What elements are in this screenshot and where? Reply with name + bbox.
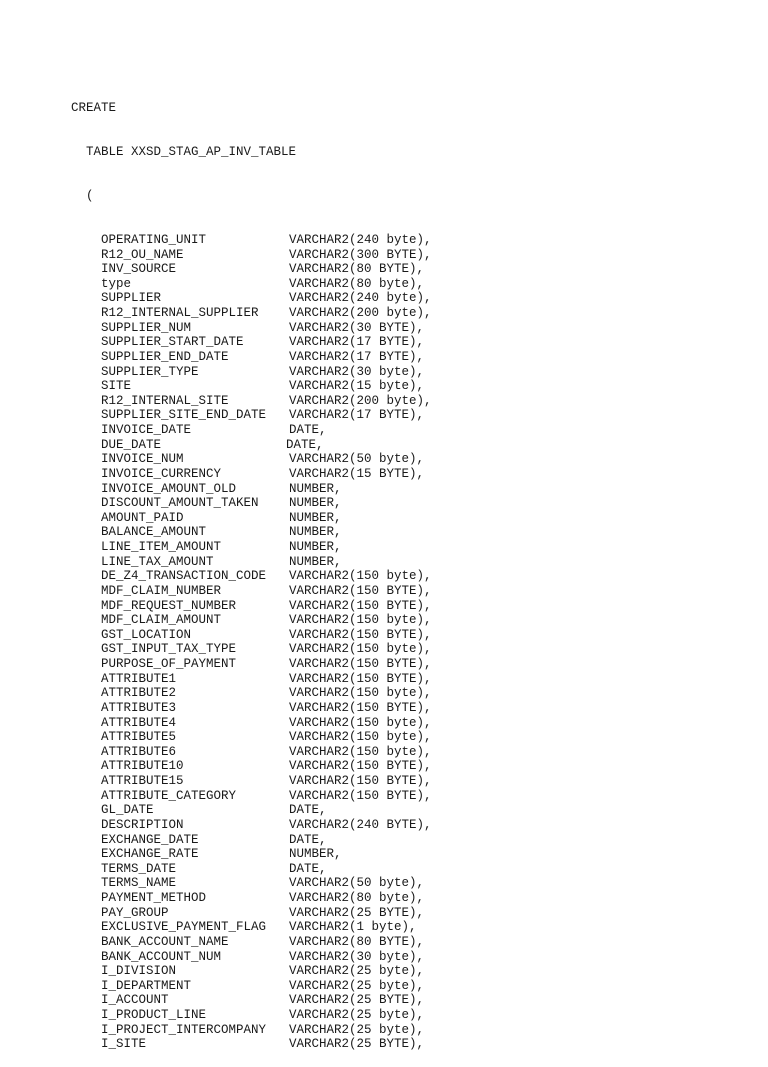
column-type: VARCHAR2(150 BYTE),: [289, 598, 432, 613]
column-row: [71, 365, 432, 380]
column-type: VARCHAR2(17 BYTE),: [289, 335, 425, 350]
column-row: [71, 291, 432, 306]
column-name: LINE_ITEM_AMOUNT: [101, 540, 222, 554]
column-type: DATE,: [289, 423, 327, 437]
column-row: [71, 672, 432, 687]
column-type: VARCHAR2(150 byte),: [289, 613, 432, 628]
column-row: [71, 321, 432, 336]
column-row: [71, 789, 432, 804]
column-name: SUPPLIER_SITE_END_DATE: [101, 408, 267, 423]
column-name: PURPOSE_OF_PAYMENT: [101, 657, 237, 671]
column-name: R12_INTERNAL_SUPPLIER: [101, 306, 259, 320]
column-name: DESCRIPTION: [101, 817, 184, 832]
column-row: [71, 803, 432, 818]
column-row: [71, 613, 432, 628]
column-type: VARCHAR2(15 byte),: [289, 379, 425, 394]
column-row: [71, 847, 432, 862]
table-declaration: TABLE XXSD_STAG_AP_INV_TABLE: [86, 145, 297, 160]
column-name: ATTRIBUTE4: [101, 715, 177, 730]
column-type: NUMBER,: [289, 540, 342, 554]
column-name: BANK_ACCOUNT_NAME: [101, 934, 229, 949]
column-row: [71, 599, 432, 614]
column-name: MDF_CLAIM_AMOUNT: [101, 613, 222, 628]
column-name: GL_DATE: [101, 803, 154, 818]
column-name: INVOICE_NUM: [101, 452, 184, 467]
sql-document: [71, 72, 432, 1067]
column-name: INVOICE_DATE: [101, 423, 192, 437]
column-type: VARCHAR2(30 byte),: [289, 949, 425, 964]
column-type: VARCHAR2(25 BYTE),: [289, 1037, 425, 1052]
column-row: [71, 745, 432, 760]
column-name: I_PROJECT_INTERCOMPANY: [101, 1022, 267, 1037]
column-row: [71, 833, 432, 848]
column-type: VARCHAR2(25 byte),: [289, 1022, 425, 1037]
column-row: [71, 335, 432, 350]
column-row: [71, 950, 432, 965]
column-row: [71, 496, 432, 511]
column-type: NUMBER,: [289, 510, 342, 525]
column-row: [71, 979, 432, 994]
create-keyword: CREATE: [71, 101, 117, 116]
column-name: ATTRIBUTE15: [101, 774, 184, 788]
column-row: [71, 233, 432, 248]
column-type: VARCHAR2(150 BYTE),: [289, 759, 432, 774]
column-name: LINE_TAX_AMOUNT: [101, 554, 214, 569]
column-row: [71, 686, 432, 701]
column-type: VARCHAR2(150 byte),: [289, 642, 432, 657]
column-row: [71, 1037, 432, 1052]
column-name: BALANCE_AMOUNT: [101, 525, 207, 540]
column-row: [71, 248, 432, 263]
column-type: VARCHAR2(80 BYTE),: [289, 934, 425, 949]
column-type: VARCHAR2(25 byte),: [289, 978, 425, 993]
column-type: VARCHAR2(25 byte),: [289, 964, 425, 979]
column-type: VARCHAR2(240 byte),: [289, 291, 432, 306]
column-name: SUPPLIER_TYPE: [101, 364, 199, 379]
column-name: PAY_GROUP: [101, 905, 169, 920]
column-type: VARCHAR2(150 BYTE),: [289, 671, 432, 686]
column-name: TERMS_NAME: [101, 876, 177, 891]
column-name: I_DIVISION: [101, 964, 177, 979]
column-type: DATE,: [289, 861, 327, 876]
column-name: DUE_DATE: [101, 437, 162, 452]
column-type: VARCHAR2(80 byte),: [289, 276, 425, 291]
column-type: NUMBER,: [289, 847, 342, 862]
column-name: EXCHANGE_DATE: [101, 832, 199, 847]
column-type: NUMBER,: [289, 496, 342, 511]
column-name: SUPPLIER: [101, 291, 162, 306]
column-name: MDF_REQUEST_NUMBER: [101, 598, 237, 613]
column-name: SUPPLIER_END_DATE: [101, 349, 229, 364]
column-name: I_ACCOUNT: [101, 993, 169, 1008]
column-name: SITE: [101, 379, 132, 394]
column-row: [71, 862, 432, 877]
column-type: VARCHAR2(1 byte),: [289, 920, 417, 935]
column-name: MDF_CLAIM_NUMBER: [101, 583, 222, 598]
column-name: I_SITE: [101, 1037, 147, 1052]
column-type: VARCHAR2(200 byte),: [289, 306, 432, 320]
column-type: VARCHAR2(200 byte),: [289, 393, 432, 408]
column-row: [71, 525, 432, 540]
column-type: VARCHAR2(50 byte),: [289, 452, 425, 467]
column-type: VARCHAR2(150 byte),: [289, 686, 432, 701]
column-row: [71, 350, 432, 365]
column-type: VARCHAR2(300 BYTE),: [289, 247, 432, 262]
column-row: [71, 818, 432, 833]
column-type: VARCHAR2(150 BYTE),: [289, 627, 432, 642]
column-row: [71, 759, 432, 774]
column-row: [71, 993, 432, 1008]
column-name: DISCOUNT_AMOUNT_TAKEN: [101, 496, 259, 511]
column-row: [71, 1008, 432, 1023]
column-name: ATTRIBUTE1: [101, 671, 177, 686]
column-type: VARCHAR2(150 byte),: [289, 744, 432, 759]
column-row: [71, 467, 432, 482]
column-name: ATTRIBUTE10: [101, 759, 184, 774]
column-name: I_PRODUCT_LINE: [101, 1008, 207, 1022]
column-name: OPERATING_UNIT: [101, 232, 207, 247]
column-type: VARCHAR2(240 BYTE),: [289, 817, 432, 832]
column-type: VARCHAR2(150 BYTE),: [289, 657, 432, 671]
column-type: DATE,: [289, 803, 327, 818]
column-name: ATTRIBUTE6: [101, 744, 177, 759]
column-name: INV_SOURCE: [101, 262, 177, 277]
column-name: R12_INTERNAL_SITE: [101, 393, 229, 408]
column-name: SUPPLIER_START_DATE: [101, 335, 244, 350]
column-type: DATE,: [286, 437, 324, 452]
column-row: [71, 423, 432, 438]
column-row: [71, 438, 432, 453]
column-row: [71, 920, 432, 935]
column-row: [71, 730, 432, 745]
column-row: [71, 935, 432, 950]
column-name: I_DEPARTMENT: [101, 978, 192, 993]
column-type: VARCHAR2(30 BYTE),: [289, 320, 425, 335]
column-name: GST_INPUT_TAX_TYPE: [101, 642, 237, 657]
column-row: [71, 452, 432, 467]
column-type: VARCHAR2(15 BYTE),: [289, 466, 425, 481]
column-row: [71, 408, 432, 423]
column-row: [71, 964, 432, 979]
column-type: VARCHAR2(17 BYTE),: [289, 408, 425, 423]
column-name: ATTRIBUTE5: [101, 730, 177, 745]
column-type: VARCHAR2(150 BYTE),: [289, 774, 432, 788]
column-row: [71, 569, 432, 584]
open-paren: (: [86, 189, 94, 203]
column-row: [71, 876, 432, 891]
column-name: PAYMENT_METHOD: [101, 891, 207, 905]
column-row: [71, 628, 432, 643]
column-type: VARCHAR2(80 byte),: [289, 891, 425, 905]
column-name: INVOICE_AMOUNT_OLD: [101, 481, 237, 496]
column-row: [71, 642, 432, 657]
column-type: NUMBER,: [289, 481, 342, 496]
column-name: EXCHANGE_RATE: [101, 847, 199, 862]
column-type: VARCHAR2(25 byte),: [289, 1008, 425, 1022]
column-name: ATTRIBUTE3: [101, 700, 177, 715]
column-row: [71, 891, 432, 906]
column-type: VARCHAR2(30 byte),: [289, 364, 425, 379]
column-row: [71, 277, 432, 292]
column-type: VARCHAR2(17 BYTE),: [289, 349, 425, 364]
column-row: [71, 701, 432, 716]
column-row: [71, 482, 432, 497]
column-type: VARCHAR2(150 byte),: [289, 730, 432, 745]
column-type: VARCHAR2(50 byte),: [289, 876, 425, 891]
column-row: [71, 774, 432, 789]
column-row: [71, 540, 432, 555]
column-row: [71, 306, 432, 321]
column-row: [71, 1023, 432, 1038]
column-row: [71, 394, 432, 409]
column-name: INVOICE_CURRENCY: [101, 466, 222, 481]
column-type: NUMBER,: [289, 525, 342, 540]
column-name: AMOUNT_PAID: [101, 510, 184, 525]
column-type: VARCHAR2(80 BYTE),: [289, 262, 425, 277]
column-type: VARCHAR2(150 byte),: [289, 715, 432, 730]
column-name: type: [101, 276, 132, 291]
column-name: ATTRIBUTE2: [101, 686, 177, 701]
column-row: [71, 262, 432, 277]
column-type: VARCHAR2(25 BYTE),: [289, 993, 425, 1008]
column-name: SUPPLIER_NUM: [101, 320, 192, 335]
column-row: [71, 584, 432, 599]
column-type: VARCHAR2(150 BYTE),: [289, 788, 432, 803]
column-name: ATTRIBUTE_CATEGORY: [101, 788, 237, 803]
column-type: VARCHAR2(240 byte),: [289, 232, 432, 247]
column-row: [71, 906, 432, 921]
column-row: [71, 511, 432, 526]
column-row: [71, 657, 432, 672]
column-type: NUMBER,: [289, 554, 342, 569]
column-row: [71, 555, 432, 570]
column-type: DATE,: [289, 832, 327, 847]
column-row: [71, 379, 432, 394]
column-definitions: [71, 233, 432, 1052]
column-name: GST_LOCATION: [101, 627, 192, 642]
column-type: VARCHAR2(150 BYTE),: [289, 583, 432, 598]
column-type: VARCHAR2(150 byte),: [289, 569, 432, 584]
column-name: R12_OU_NAME: [101, 247, 184, 262]
column-name: DE_Z4_TRANSACTION_CODE: [101, 569, 267, 584]
column-row: [71, 716, 432, 731]
column-name: BANK_ACCOUNT_NUM: [101, 949, 222, 964]
column-name: EXCLUSIVE_PAYMENT_FLAG: [101, 920, 267, 935]
column-type: VARCHAR2(150 BYTE),: [289, 700, 432, 715]
column-name: TERMS_DATE: [101, 861, 177, 876]
column-type: VARCHAR2(25 BYTE),: [289, 905, 425, 920]
